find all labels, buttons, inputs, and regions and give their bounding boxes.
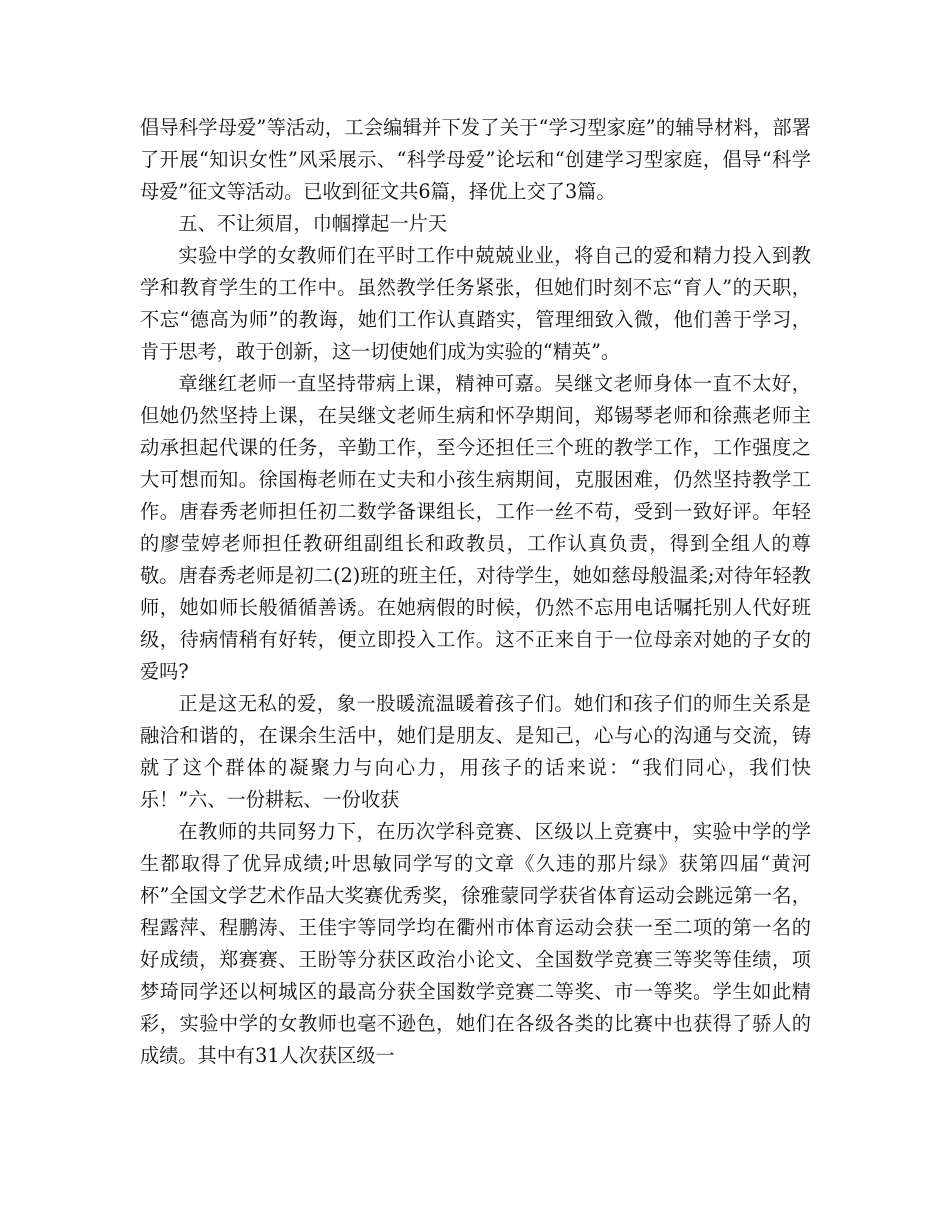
paragraph-4: 章继红老师一直坚持带病上课，精神可嘉。吴继文老师身体一直不太好，但她仍然坚持上课，在吴继文老师生病和怀孕期间，郑锡琴老师和徐燕老师主动承担起代课的任务，辛勤工作，至今还担任三个班的教学工作，工作强度之大可想而知。徐国梅老师在丈夫和小孩生病期间，克服困难，仍然坚持教学工作。唐春秀老师担任初二数学备课组长，工作一丝不苟，受到一致好评。年轻的廖莹婷老师担任教研组副组长和政教员，工作认真负责，得到全组人的尊敬。唐春秀老师是初二(2)班的班主任，对待学生，她如慈母般温柔;对待年轻教师，她如师长般循循善诱。在她病假的时候，仍然不忘用电话嘱托别人代好班级，待病情稍有好转，便立即投入工作。这不正来自于一位母亲对她的子女的爱吗?	[140, 372, 811, 683]
paragraph-3: 实验中学的女教师们在平时工作中兢兢业业，将自己的爱和精力投入到教学和教育学生的工作中。虽然教学任务紧张，但她们时刻不忘“育人”的天职，不忘“德高为师”的教诲，她们工作认真踏实，管理细致入微，他们善于学习，肯于思考，敢于创新，这一切使她们成为实验的“精英”。	[140, 244, 811, 363]
paragraph-6: 在教师的共同努力下，在历次学科竞赛、区级以上竞赛中，实验中学的学生都取得了优异成绩;叶思敏同学写的文章《久违的那片绿》获第四届“黄河杯”全国文学艺术作品大奖赛优秀奖，徐雅蒙同学获省体育运动会跳远第一名，程露萍、程鹏涛、王佳宇等同学均在衢州市体育运动会获一至二项的第一名的好成绩，郑赛赛、王盼等分获区政治小论文、全国数学竞赛三等奖等佳绩，项梦琦同学还以柯城区的最高分获全国数学竞赛二等奖、市一等奖。学生如此精彩，实验中学的女教师也毫不逊色，她们在各级各类的比赛中也获得了骄人的成绩。其中有31人次获区级一	[140, 820, 811, 1067]
document-body	[140, 112, 811, 1072]
paragraph-1: 倡导科学母爱”等活动，工会编辑并下发了关于“学习型家庭”的辅导材料，部署了开展“知识女性”风采展示、“科学母爱”论坛和“创建学习型家庭，倡导“科学母爱”征文等活动。已收到征文共6篇，择优上交了3篇。	[140, 116, 811, 203]
paragraph-5: 正是这无私的爱，象一股暖流温暖着孩子们。她们和孩子们的师生关系是融洽和谐的，在课余生活中，她们是朋友、是知己，心与心的沟通与交流，铸就了这个群体的凝聚力与向心力，用孩子的话来说：“我们同心，我们快乐！”六、一份耕耘、一份收获	[140, 692, 811, 811]
section-heading-5: 五、不让须眉，巾帼撑起一片天	[178, 212, 448, 235]
